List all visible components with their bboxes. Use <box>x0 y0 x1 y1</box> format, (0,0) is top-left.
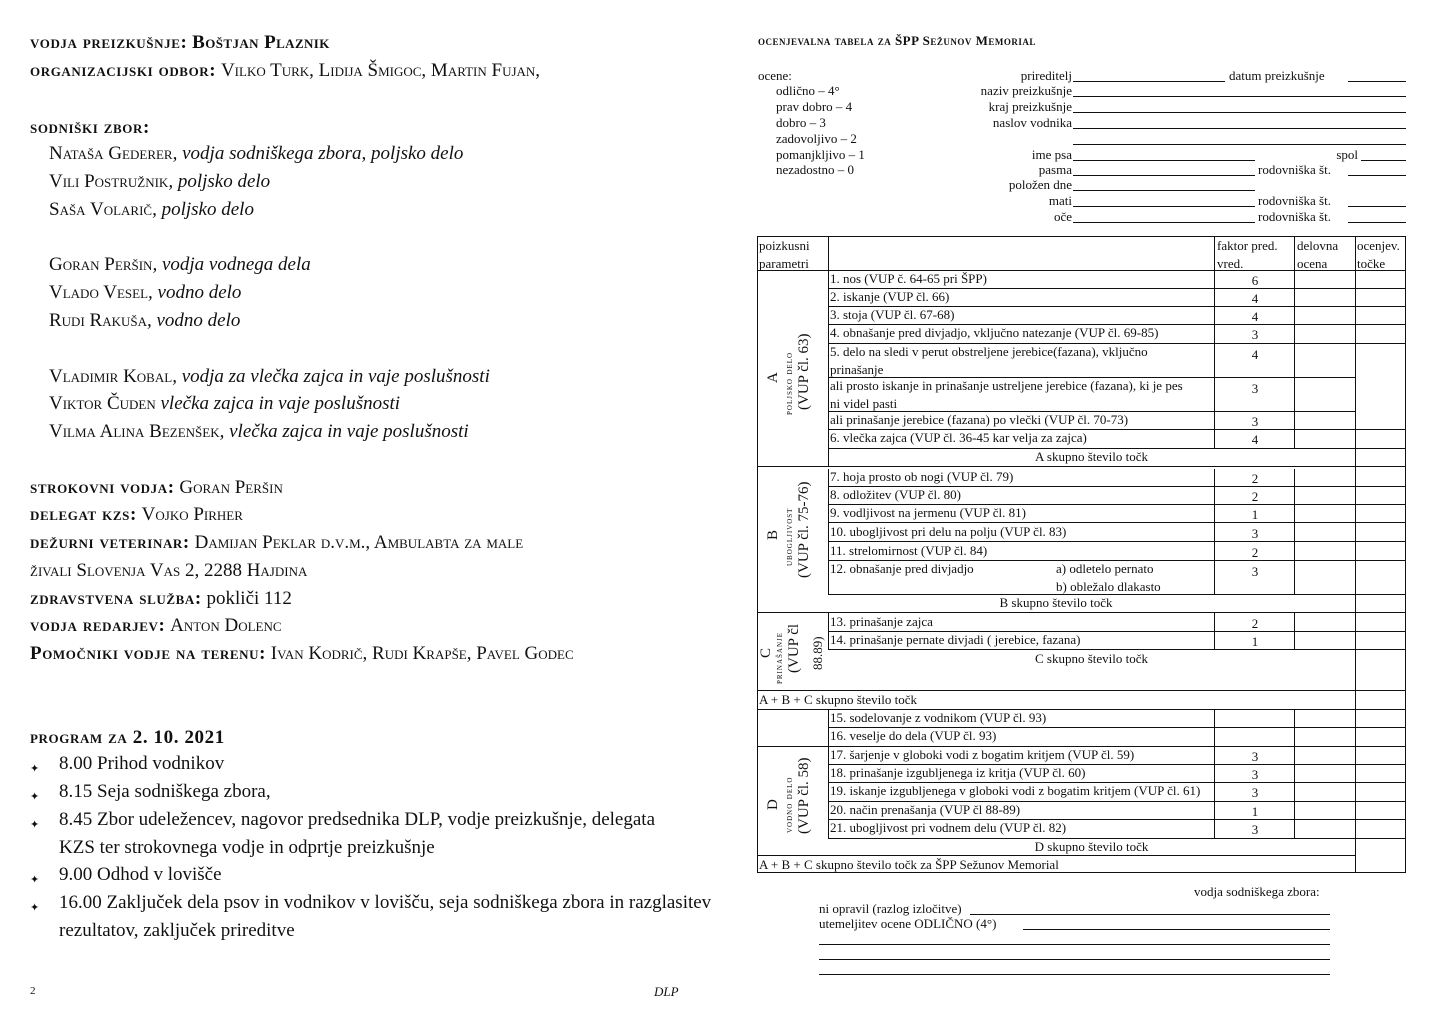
notes-line[interactable] <box>819 974 1330 975</box>
bullet-icon: ✦ <box>30 819 40 831</box>
dam-field[interactable] <box>1073 206 1255 207</box>
location-field[interactable] <box>1073 112 1406 113</box>
judge-item: Vlado Vesel, vodno delo <box>49 282 242 303</box>
total-abc: A + B + C skupno število točk <box>759 692 918 707</box>
row-line <box>757 612 1406 613</box>
total-c: C skupno število točk <box>1034 651 1149 666</box>
not-passed-label: ni opravil (razlog izločitve) <box>819 901 962 916</box>
judge-item: Vili Postružnik, poljsko delo <box>49 171 271 192</box>
test-name-field[interactable] <box>1073 96 1406 97</box>
tournament-leader: vodja preizkušnje: Boštjan Plaznik <box>30 32 330 53</box>
breed-field[interactable] <box>1073 175 1255 176</box>
bullet-icon: ✦ <box>30 791 40 803</box>
total-a: A skupno število točk <box>1034 449 1149 464</box>
row-line <box>757 872 1406 873</box>
judge-item: Vladimir Kobal, vodja za vlečka zajca in vaje poslušnosti <box>49 366 490 387</box>
date-label: datum preizkušnje <box>1229 68 1325 83</box>
breed-label: pasma <box>1038 162 1072 177</box>
notes-line[interactable] <box>819 944 1330 945</box>
notes-line[interactable] <box>819 959 1330 960</box>
judge-item: Viktor Čuden vlečka zajca in vaje poslušnosti <box>49 393 401 414</box>
sex-field[interactable] <box>1361 160 1406 161</box>
grade-item: odlično – 4° <box>776 83 840 98</box>
program-item: rezultatov, zaključek prireditve <box>59 920 295 941</box>
judge-item: Nataša Gederer, vodja sodniškega zbora, poljsko delo <box>49 143 464 164</box>
col-line <box>828 469 829 595</box>
pedigree-label: rodovniška št. <box>1258 162 1331 177</box>
total-final: A + B + C skupno število točk za ŠPP Sežunov Memorial <box>759 857 1059 872</box>
sire-field[interactable] <box>1073 222 1255 223</box>
sire-label: oče <box>1053 209 1072 224</box>
judge-item: Vilma Alina Bezenšek, vlečka zajca in vaje poslušnosti <box>49 421 469 442</box>
sex-label: spol <box>1336 147 1358 162</box>
whelped-field[interactable] <box>1073 190 1255 191</box>
sire-pedigree-field[interactable] <box>1348 222 1406 223</box>
program-item: 9.00 Odhod v lovišče <box>59 864 222 885</box>
official-item: živali Slovenja Vas 2, 2288 Hajdina <box>30 560 308 581</box>
justification-label: utemeljitev ocene ODLIČNO (4°) <box>819 916 997 931</box>
organizing-committee: organizacijski odbor: Vilko Turk, Lidija Šmigoc, Martin Fujan, <box>30 60 541 81</box>
handler-address-field-2[interactable] <box>1073 144 1406 145</box>
test-name-label: naziv preizkušnje <box>980 83 1072 98</box>
table-border <box>757 236 758 873</box>
dam-pedigree-label: rodovniška št. <box>1258 193 1331 208</box>
bullet-icon: ✦ <box>30 763 40 775</box>
total-d: D skupno število točk <box>1034 839 1149 854</box>
official-item: dežurni veterinar: Damijan Peklar d.v.m., Ambulabta za male <box>30 532 524 553</box>
row-line <box>828 541 1406 542</box>
row-line <box>757 236 1406 237</box>
judges-heading: sodniški zbor: <box>30 117 150 138</box>
grade-item: nezadostno – 0 <box>776 162 854 177</box>
row-line <box>757 855 1355 856</box>
table-border <box>1405 236 1406 873</box>
judge-leader-label: vodja sodniškega zbora: <box>1194 884 1320 899</box>
program-heading: program za 2. 10. 2021 <box>30 727 225 748</box>
header-factor-2: vred. <box>1217 256 1244 271</box>
header-params: poizkusni <box>759 238 810 253</box>
row-line <box>757 690 1406 691</box>
official-item: delegat kzs: Vojko Pirher <box>30 504 243 525</box>
program-item: 8.15 Seja sodniškega zbora, <box>59 781 271 802</box>
dog-name-field[interactable] <box>1073 160 1255 161</box>
pedigree-field[interactable] <box>1348 175 1406 176</box>
dam-label: mati <box>1048 193 1072 208</box>
form-title: ocenjevalna tabela za ŠPP Sežunov Memorial <box>758 33 1036 48</box>
row-line <box>757 466 1406 467</box>
row-line <box>828 649 1406 650</box>
header-grade: delovna <box>1297 238 1339 253</box>
date-field[interactable] <box>1348 81 1406 82</box>
grade-item: pomanjkljivo – 1 <box>776 147 865 162</box>
judge-item: Rudi Rakuša, vodno delo <box>49 310 241 331</box>
col-line <box>1355 236 1356 873</box>
grades-label: ocene: <box>758 68 792 83</box>
location-label: kraj preizkušnje <box>988 99 1072 114</box>
handler-address-label: naslov vodnika <box>992 115 1072 130</box>
official-item: Pomočniki vodje na terenu: Ivan Kodrič, Rudi Krapše, Pavel Godec <box>30 643 574 664</box>
justification-field[interactable] <box>1023 929 1330 930</box>
grade-item: prav dobro – 4 <box>776 99 853 114</box>
not-passed-field[interactable] <box>970 914 1330 915</box>
total-b: B skupno število točk <box>999 595 1113 610</box>
page-footer: DLP <box>654 984 679 999</box>
header-params-2: parametri <box>759 256 809 271</box>
grade-item: dobro – 3 <box>776 115 826 130</box>
handler-address-field[interactable] <box>1073 128 1406 129</box>
page-number: 2 <box>30 985 36 997</box>
dog-name-label: ime psa <box>1031 147 1072 162</box>
organizer-field[interactable] <box>1073 81 1225 82</box>
dam-pedigree-field[interactable] <box>1348 206 1406 207</box>
organizer-label: prireditelj <box>1020 68 1072 83</box>
bullet-icon: ✦ <box>30 902 40 914</box>
official-item: vodja redarjev: Anton Dolenc <box>30 615 282 636</box>
header-points: ocenjev. <box>1357 238 1400 253</box>
sire-pedigree-label: rodovniška št. <box>1258 209 1331 224</box>
official-item: zdravstvena služba: pokliči 112 <box>30 588 292 609</box>
grade-item: zadovoljivo – 2 <box>776 131 857 146</box>
official-item: strokovni vodja: Goran Peršin <box>30 477 283 498</box>
program-item: 8.45 Zbor udeležencev, nagovor predsednika DLP, vodje preizkušnje, delegata <box>59 809 656 830</box>
header-factor: faktor pred. <box>1217 238 1278 253</box>
program-item: 8.00 Prihod vodnikov <box>59 753 225 774</box>
program-item: 16.00 Zaključek dela psov in vodnikov v lovišču, seja sodniškega zbora in razglasitev <box>59 892 712 913</box>
whelped-label: položen dne <box>1008 177 1072 192</box>
header-points-2: točke <box>1357 256 1386 271</box>
bullet-icon: ✦ <box>30 874 40 886</box>
right-page: ocenjevalna tabela za ŠPP Sežunov Memorial ocene: odlično – 4° prav dobro – 4 dobro – 3 zadovoljivo – 2 pomanjkljivo – 1 nezadostno – 0 prireditelj datum preizkušnje naziv preizkušnje kraj preizkušnje naslov vodnika ime psa spol pasma rodovniška št. položen dne mati rodovniška št. oče rodovniška št. poizkusni parametri faktor pred. vred. delovna ocena ocenjev. točke A poljsko delo (VUP čl. 63) B ubogljivost (VUP čl. 75-76) C prinašanje (VUP čl 88.89) D vodno delo (VUP čl. 58) 1. nos (VUP č. 64-65 pri ŠPP) 6 2. iskanje (VUP čl. 66) 4 3. stoja (VUP čl. 67-68) 4 4. obnašanje pred divjadjo, vključno natezanje (VUP čl. 69-85) 3 5. delo na sledi v perut obstreljene jerebice(fazana), vključno prinašanje 4 ali prosto iskanje in prinašanje ustreljene jerebice (fazana), ki je pes ni videl pasti 3 ali prinašanje jerebice (fazana) po vlečki (VUP čl. 70-73) 3 6. vlečka zajca (VUP čl. 36-45 kar velja za zajca) 4 A skupno število točk 7. hoja prosto ob nogi (VUP čl. 79) 2 8. odložitev (VUP čl. 80) 2 9. vodljivost na jermenu (VUP čl. 81) 1 10. ubogljivost pri delu na polju (VUP čl. 83) 3 11. strelomirnost (VUP čl. 84) 2 12. obnašanje pred divjadjo a) odletelo pernato b) obležalo dlakasto 3 B skupno število točk 13. prinašanje zajca 2 14. prinašanje pernate divjadi ( jerebice, fazana) 1 C skupno število točk A + B + C skupno število točk 15. sodelovanje z vodnikom (VUP čl. 93) 16. veselje do dela (VUP čl. 93) 17. šarjenje v globoki vodi z bogatim kritjem (VUP čl. 59) 3 18. prinašanje izgubljenega iz kritja (VUP čl. 60) 3 19. iskanje izgubljenega v globoki vodi z bogatim kritjem (VUP čl. 61) 3 20. način prenašanja (VUP čl 88-89) 1 21. ubogljivost pri vodnem delu (VUP čl. 82) 3 D skupno število točk A + B + C skupno število točk za ŠPP Sežunov Memorial vodja sodniškega zbora: ni opravil (razlog izločitve) utemeljitev ocene ODLIČNO (4°) <box>718 0 1437 1023</box>
row-line <box>828 522 1406 523</box>
header-grade-2: ocena <box>1297 256 1328 271</box>
program-item: KZS ter strokovnega vodje in odprtje preizkušnje <box>59 837 435 858</box>
judge-item: Goran Peršin, vodja vodnega dela <box>49 254 311 275</box>
left-page <box>0 0 718 1023</box>
judge-item: Saša Volarič, poljsko delo <box>49 199 254 220</box>
